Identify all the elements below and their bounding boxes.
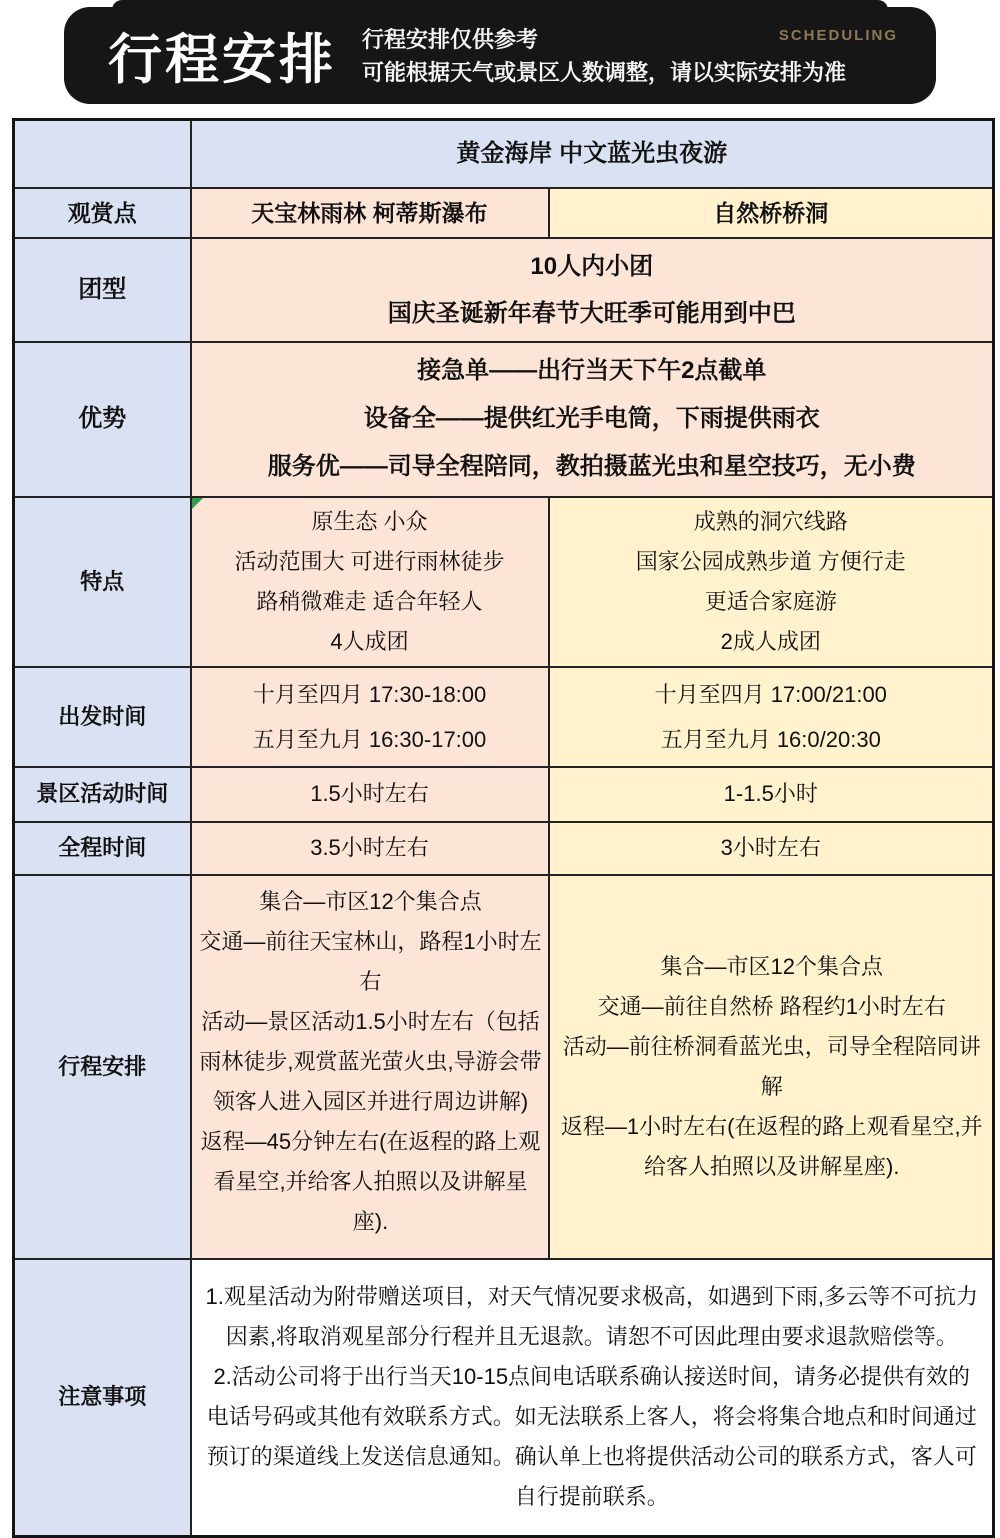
group-type-line: 10人内小团 — [530, 252, 654, 280]
table-row-title — [14, 120, 994, 188]
table-row-departure-time — [14, 667, 994, 767]
itinerary-step: 集合—市区12个集合点 — [660, 953, 883, 979]
departure-line: 十月至四月 17:30-18:00 — [252, 681, 487, 707]
notes-paragraph: 2.活动公司将于出行当天10-15点间电话联系确认接送时间，请务必提供有效的电话号码或其他有效联系方式。如无法联系上客人，将会将集合地点和时间通过预订的渠道线上发送信息通知。确认单上也将提供活动公司的联系方式，客人可自行提前联系。 — [206, 1364, 977, 1510]
feature-line: 路稍微难走 适合年轻人 — [256, 588, 483, 614]
itinerary-step: 交通—前往自然桥 路程约1小时左右 — [597, 993, 946, 1019]
departure-right-cell — [549, 667, 994, 767]
row-label-viewpoint: 观赏点 — [14, 188, 191, 238]
departure-left-cell — [191, 667, 549, 767]
departure-line: 五月至九月 16:0/20:30 — [660, 726, 881, 752]
advantage-line: 设备全——提供红光手电筒，下雨提供雨衣 — [363, 405, 820, 432]
total-time-right-cell: 3小时左右 — [549, 822, 994, 875]
feature-line: 国家公园成熟步道 方便行走 — [635, 548, 906, 574]
advantages-cell — [191, 342, 994, 497]
feature-line: 2成人成团 — [720, 628, 821, 654]
features-left-cell — [191, 497, 549, 667]
table-row-advantages — [14, 342, 994, 497]
corner-empty-cell — [14, 120, 191, 188]
banner-subtitle — [362, 23, 846, 89]
table-row-activity-time — [14, 767, 994, 822]
feature-line: 4人成团 — [330, 628, 409, 654]
row-label-total-time: 全程时间 — [14, 822, 191, 875]
tour-title-cell: 黄金海岸 中文蓝光虫夜游 — [191, 120, 994, 188]
group-type-line: 国庆圣诞新年春节大旺季可能用到中巴 — [387, 299, 796, 327]
feature-line: 成熟的洞穴线路 — [693, 508, 848, 534]
row-label-features: 特点 — [14, 497, 191, 667]
banner-watermark: SCHEDULING — [778, 27, 898, 44]
activity-time-left-cell: 1.5小时左右 — [191, 767, 549, 822]
table-row-viewpoint — [14, 188, 994, 238]
itinerary-step: 返程—45分钟左右(在返程的路上观看星空,并给客人拍照以及讲解星座). — [200, 1128, 541, 1234]
row-label-group-type: 团型 — [14, 238, 191, 342]
table-row-total-time — [14, 822, 994, 875]
table-row-itinerary — [14, 875, 994, 1259]
group-type-cell — [191, 238, 994, 342]
row-label-notes: 注意事项 — [14, 1259, 191, 1537]
advantage-line: 接急单——出行当天下午2点截单 — [417, 357, 767, 384]
itinerary-step: 活动—景区活动1.5小时左右（包括雨林徒步,观赏蓝光萤火虫,导游会带领客人进入园区并进行周边讲解) — [199, 1008, 542, 1114]
row-label-departure-time: 出发时间 — [14, 667, 191, 767]
itinerary-left-cell — [191, 875, 549, 1259]
feature-line: 更适合家庭游 — [704, 588, 837, 614]
row-label-advantages: 优势 — [14, 342, 191, 497]
itinerary-step: 活动—前往桥洞看蓝光虫，司导全程陪同讲解 — [562, 1033, 981, 1099]
viewpoint-left-cell: 天宝林雨林 柯蒂斯瀑布 — [191, 188, 549, 238]
advantage-line: 服务优——司导全程陪同，教拍摄蓝光虫和星空技巧，无小费 — [267, 453, 916, 480]
itinerary-step: 返程—1小时左右(在返程的路上观看星空,并给客人拍照以及讲解星座). — [560, 1113, 983, 1179]
activity-time-right-cell: 1-1.5小时 — [549, 767, 994, 822]
viewpoint-right-cell: 自然桥桥洞 — [549, 188, 994, 238]
notes-paragraph: 1.观星活动为附带赠送项目，对天气情况要求极高，如遇到下雨,多云等不可抗力因素,将取消观星部分行程并且无退款。请恕不可因此理由要求退款赔偿等。 — [205, 1284, 978, 1350]
header-banner — [0, 0, 1000, 104]
banner-main — [64, 7, 936, 104]
row-label-activity-time: 景区活动时间 — [14, 767, 191, 822]
itinerary-step: 交通—前往天宝林山，路程1小时左右 — [199, 928, 542, 994]
departure-line: 五月至九月 16:30-17:00 — [252, 726, 487, 752]
table-row-group-type — [14, 238, 994, 342]
banner-subtitle-line2: 可能根据天气或景区人数调整，请以实际安排为准 — [362, 59, 847, 85]
schedule-table — [12, 118, 995, 1538]
page-title: 行程安排 — [108, 30, 336, 90]
table-row-features — [14, 497, 994, 667]
row-label-itinerary: 行程安排 — [14, 875, 191, 1259]
itinerary-step: 集合—市区12个集合点 — [259, 888, 482, 914]
total-time-left-cell: 3.5小时左右 — [191, 822, 549, 875]
features-right-cell — [549, 497, 994, 667]
itinerary-right-cell — [549, 875, 994, 1259]
banner-subtitle-line1: 行程安排仅供参考 — [362, 26, 539, 52]
feature-line: 原生态 小众 — [311, 508, 428, 534]
cell-corner-marker-icon — [192, 498, 203, 509]
table-row-notes — [14, 1259, 994, 1537]
notes-cell — [191, 1259, 994, 1537]
departure-line: 十月至四月 17:00/21:00 — [654, 681, 887, 707]
feature-line: 活动范围大 可进行雨林徒步 — [234, 548, 505, 574]
